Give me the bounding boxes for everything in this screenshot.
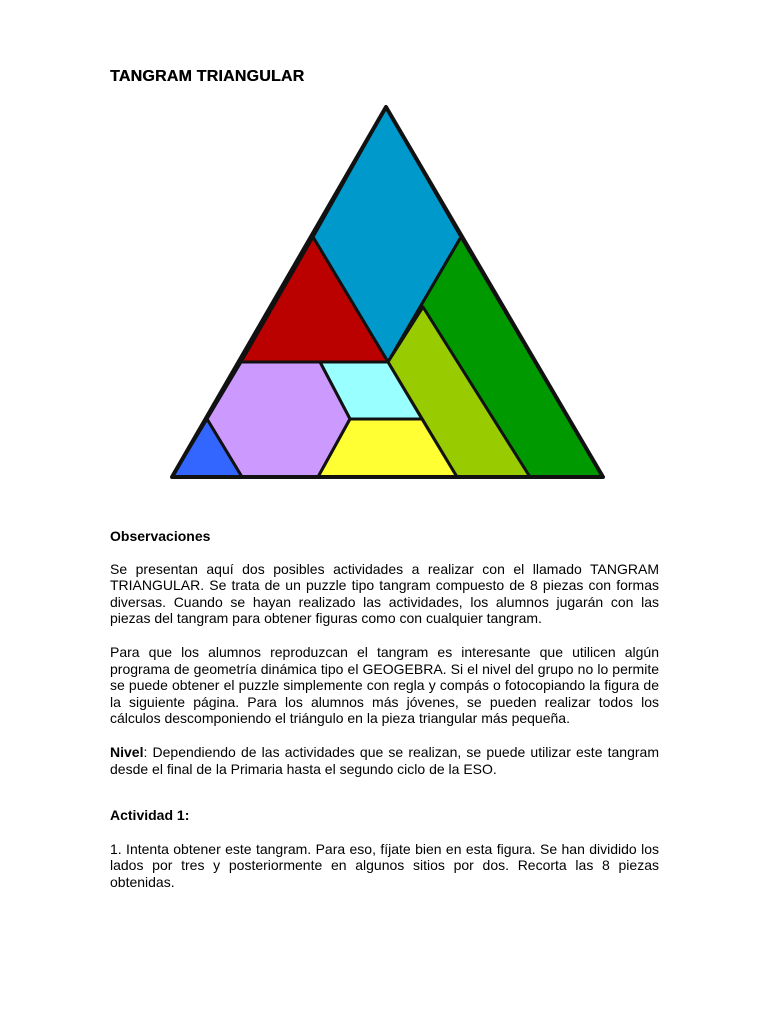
observations-paragraph-1: Se presentan aquí dos posibles actividades a realizar con el llamado TANGRAM TRIANGULAR. Se trata de un puzzle tipo tangram compuesto de 8 piezas con formas diversas. Cuando se hayan realizado las actividades, los alumnos jugarán con las piezas del tangram para obtener figuras como con cualquier tangram.	[110, 560, 659, 627]
document-body	[110, 528, 659, 891]
observations-paragraph-2: Para que los alumnos reproduzcan el tangram es interesante que utilicen algún programa de geometría dinámica tipo el GEOGEBRA. Si el nivel del grupo no lo permite se puede obtener el puzzle simplemente con regla y compás o fotocopiando la figura de la siguiente página. Para los alumnos más jóvenes, se pueden realizar todos los cálculos descomponiendo el triángulo en la pieza triangular más pequeña.	[110, 643, 659, 727]
level-label: Nivel	[110, 743, 144, 760]
level-text: : Dependiendo de las actividades que se realizan, se puede utilizar este tangram desde el final de la Primaria hasta el segundo ciclo de la ESO.	[110, 743, 659, 777]
level-paragraph	[110, 744, 659, 777]
activity-paragraph: 1. Intenta obtener este tangram. Para eso, fíjate bien en esta figura. Se han dividido los lados por tres y posteriormente en algunos sitios por dos. Recorta las 8 piezas obtenidas.	[110, 840, 659, 890]
activity-heading: Actividad 1:	[110, 807, 190, 824]
observations-heading: Observaciones	[110, 528, 211, 544]
tangram-figure	[160, 95, 615, 490]
tangram-svg	[160, 95, 615, 490]
page-title: TANGRAM TRIANGULAR	[110, 68, 305, 85]
